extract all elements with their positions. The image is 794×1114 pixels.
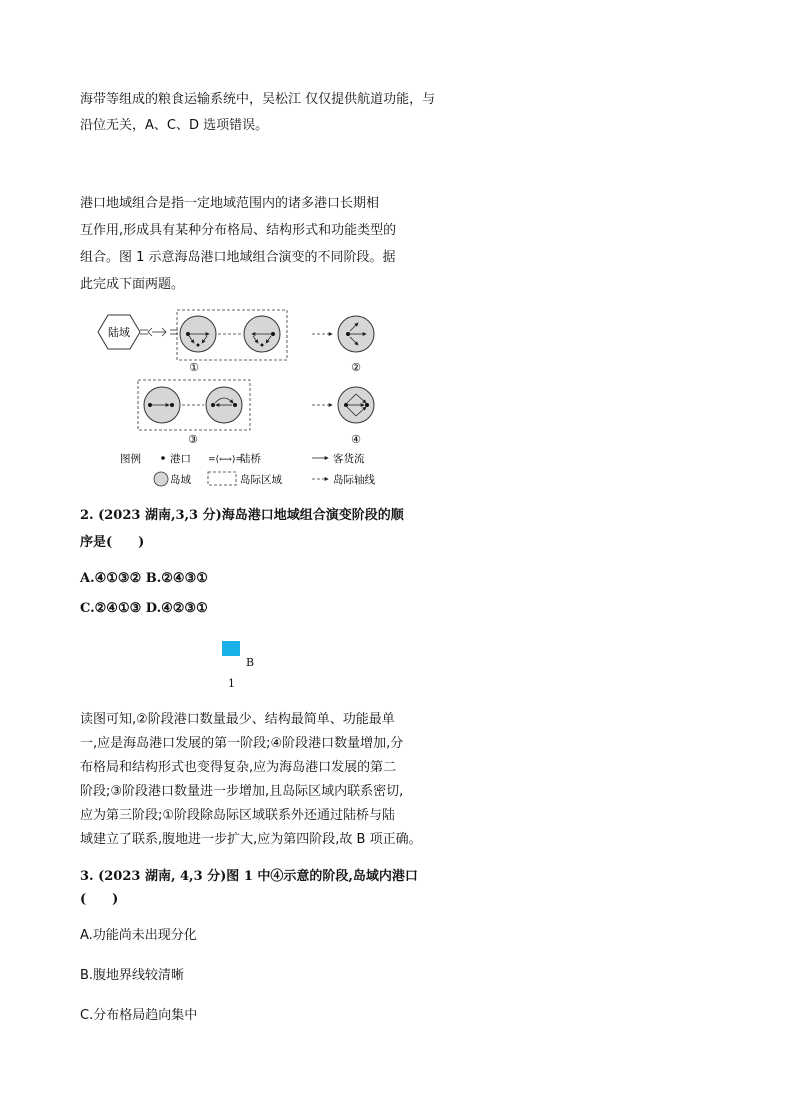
prev-explanation-line: 海带等组成的粮食运输系统中，吴松江 仅仅提供航道功能，与 — [80, 92, 436, 107]
question-2-options: C.②④①③ D.④②③① — [80, 601, 208, 616]
legend-bridge-symbol: =⟨⟷⟩= — [208, 455, 244, 465]
island — [338, 387, 374, 423]
question-2-stem: 序是( ) — [80, 535, 145, 550]
answer-number: 1 — [228, 677, 235, 690]
legend-island-axis: 岛际轴线 — [333, 474, 375, 486]
question-3-option: B.腹地界线较清晰 — [80, 968, 185, 983]
stage-label: ④ — [351, 433, 361, 446]
land-hexagon — [98, 315, 140, 349]
intro-line: 互作用,形成具有某种分布格局、结构形式和功能类型的 — [80, 223, 397, 238]
stage-label: ③ — [188, 433, 198, 446]
island — [244, 316, 280, 352]
legend — [120, 452, 375, 486]
stage-label: ② — [351, 361, 361, 374]
intro-line: 组合。图 1 示意海岛港口地域组合演变的不同阶段。据 — [80, 250, 396, 265]
island — [180, 316, 216, 352]
explanation-line: 布格局和结构形式也变得复杂,应为海岛港口发展的第二 — [80, 760, 397, 775]
prev-explanation-line: 沿位无关，A、C、D 选项错误。 — [80, 118, 269, 133]
island — [144, 387, 180, 423]
question-2-options: A.④①③② B.②④③① — [80, 571, 208, 586]
island — [338, 316, 374, 352]
question-2-stem: 2. (2023 湖南,3,3 分)海岛港口地域组合演变阶段的顺 — [80, 508, 404, 523]
answer-letter: B — [246, 656, 255, 669]
intro-line: 此完成下面两题。 — [80, 277, 185, 292]
explanation-line: 一,应是海岛港口发展的第一阶段;④阶段港口数量增加,分 — [80, 736, 404, 751]
figure-port-evolution — [90, 303, 400, 493]
answer-color-block — [222, 641, 240, 656]
land-bridge — [140, 328, 178, 336]
island — [206, 387, 242, 423]
question-3-stem: 3. (2023 湖南, 4,3 分)图 1 中④示意的阶段,岛域内港口 — [80, 869, 418, 884]
stage-label: ① — [189, 361, 199, 374]
question-3-option: C.分布格局趋向集中 — [80, 1008, 198, 1023]
explanation-line: 读图可知,②阶段港口数量最少、结构最简单、功能最单 — [80, 712, 395, 727]
explanation-line: 域建立了联系,腹地进一步扩大,应为第四阶段,故 B 项正确。 — [80, 832, 422, 847]
legend-port: 港口 — [170, 453, 191, 465]
question-3-stem: ( ) — [80, 892, 119, 907]
explanation-line: 阶段;③阶段港口数量进一步增加,且岛际区域内联系密切, — [80, 784, 404, 799]
legend-bridge: 陆桥 — [240, 453, 261, 465]
legend-island: 岛域 — [170, 474, 191, 486]
land-label: 陆域 — [108, 326, 130, 339]
explanation-line: 应为第三阶段;①阶段除岛际区域联系外还通过陆桥与陆 — [80, 808, 396, 823]
legend-title: 图例 — [120, 453, 141, 465]
intro-line: 港口地域组合是指一定地域范围内的诸多港口长期相 — [80, 196, 380, 211]
legend-flow: 客货流 — [333, 453, 365, 465]
legend-island-region: 岛际区域 — [240, 474, 282, 486]
question-3-option: A.功能尚未出现分化 — [80, 928, 197, 943]
